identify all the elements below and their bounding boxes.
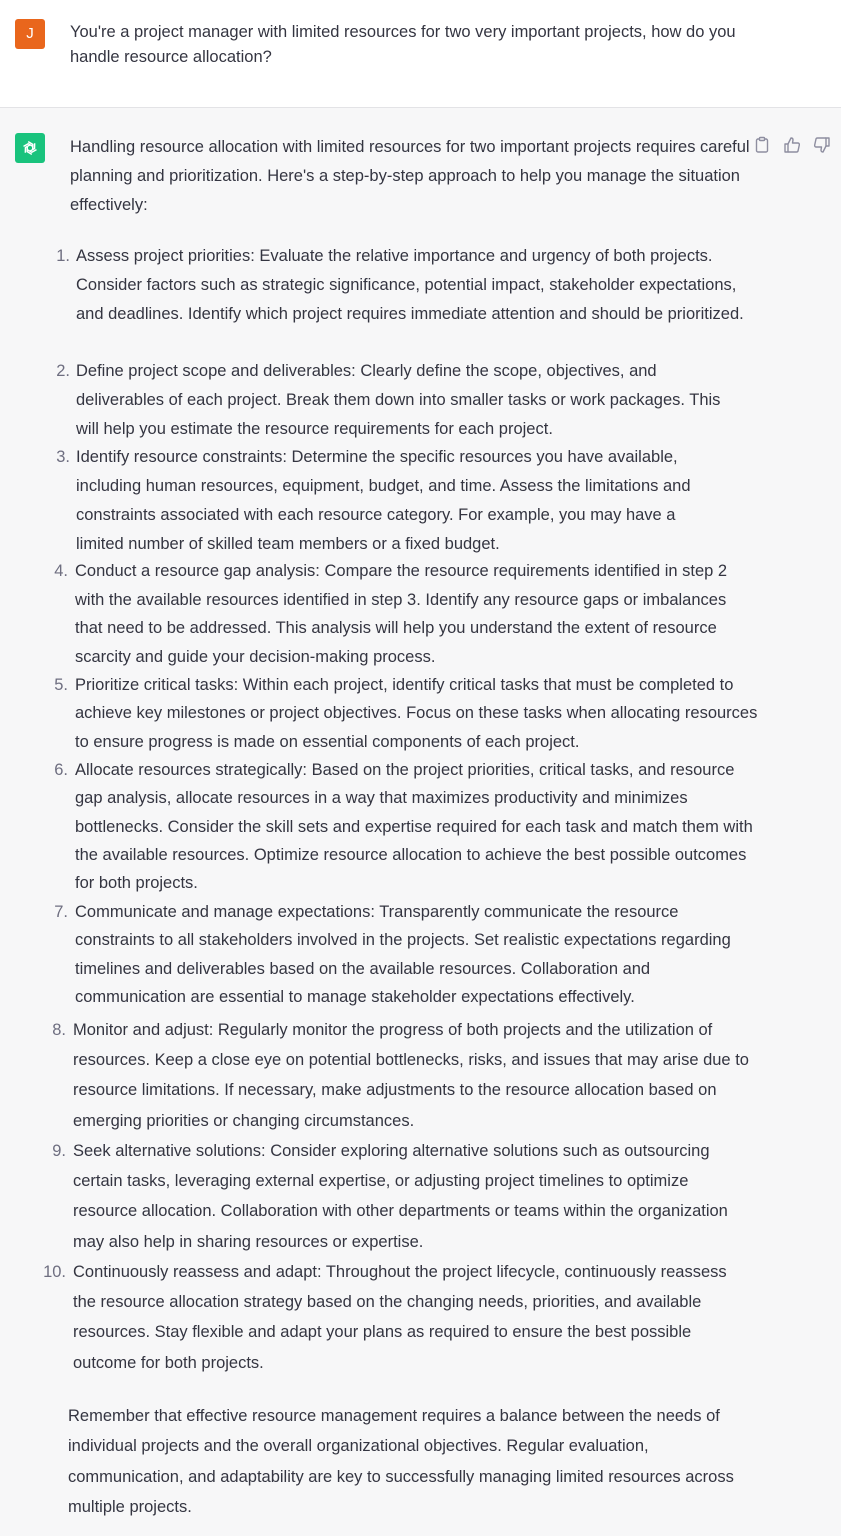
message-actions: [753, 136, 833, 156]
list-item-number: 3.: [56, 448, 70, 466]
list-item-number: 5.: [54, 676, 68, 694]
assistant-intro: Handling resource allocation with limited resources for two important projects requires careful planning and prioritization. Here's a step-by-step approach to help you manage the situation effectively:: [70, 138, 750, 214]
list-item-number: 10.: [43, 1263, 66, 1281]
list-item-text: Seek alternative solutions: Consider exploring alternative solutions such as outsourcing certain tasks, leveraging external expertise, or adjusting project timelines to optimize resource allocation. Collaboration with other departments or teams within the organization may also help in sharing resources or expertise.: [73, 1142, 728, 1251]
user-avatar: J: [15, 19, 45, 49]
thumbs-up-icon[interactable]: [783, 136, 801, 154]
assistant-message-row: [0, 108, 841, 1536]
list-item-number: 7.: [54, 903, 68, 921]
list-item-number: 1.: [56, 247, 70, 265]
list-item-text: Communicate and manage expectations: Transparently communicate the resource constraints to all stakeholders involved in the projects. Set realistic expectations regarding timelines and deliverables based on the available resources. Collaboration and communication are essential to manage stakeholder expectations effectively.: [75, 903, 731, 1006]
openai-logo-icon: [15, 133, 45, 163]
list-item-text: Assess project priorities: Evaluate the relative importance and urgency of both projects. Consider factors such as strategic significance, potential impact, stakeholder expectations, and deadlines. Identify which project requires immediate attention and should be prioritized.: [76, 247, 744, 323]
list-item-number: 4.: [54, 562, 68, 580]
list-item-text: Allocate resources strategically: Based on the project priorities, critical tasks, and resource gap analysis, allocate resources in a way that maximizes productivity and minimizes bottlenecks. Consider the skill sets and expertise required for each task and match them with the available resources. Optimize resource allocation to achieve the best possible outcomes for both projects.: [75, 761, 753, 893]
clipboard-icon[interactable]: [753, 136, 771, 154]
list-item-text: Monitor and adjust: Regularly monitor the progress of both projects and the utilization of resources. Keep a close eye on potential bottlenecks, risks, and issues that may arise due to resource limitations. If necessary, make adjustments to the resource allocation based on emerging priorities or changing circumstances.: [73, 1021, 749, 1130]
list-item-text: Prioritize critical tasks: Within each project, identify critical tasks that must be completed to achieve key milestones or project objectives. Focus on these tasks when allocating resources to ensure progress is made on essential components of each project.: [75, 676, 758, 751]
assistant-outro: Remember that effective resource management requires a balance between the needs of individual projects and the overall organizational objectives. Regular evaluation, communication, and adaptability are key to successfully managing limited resources across multiple projects.: [68, 1407, 734, 1516]
user-message-text: You're a project manager with limited resources for two very important projects, how do you handle resource allocation?: [70, 23, 736, 66]
user-message-row: [0, 0, 841, 108]
list-item-number: 9.: [52, 1142, 66, 1160]
list-item-text: Identify resource constraints: Determine the specific resources you have available, including human resources, equipment, budget, and time. Assess the limitations and constraints associated with each resource category. For example, you may have a limited number of skilled team members or a fixed budget.: [76, 448, 691, 553]
list-item-number: 6.: [54, 761, 68, 779]
list-item-number: 2.: [56, 362, 70, 380]
list-item-text: Define project scope and deliverables: Clearly define the scope, objectives, and deliverables of each project. Break them down into smaller tasks or work packages. This will help you estimate the resource requirements for each project.: [76, 362, 721, 438]
thumbs-down-icon[interactable]: [813, 136, 831, 154]
list-item-text: Continuously reassess and adapt: Throughout the project lifecycle, continuously reassess the resource allocation strategy based on the changing needs, priorities, and available resources. Stay flexible and adapt your plans as required to ensure the best possible outcome for both projects.: [73, 1263, 727, 1372]
list-item-text: Conduct a resource gap analysis: Compare the resource requirements identified in step 2 with the available resources identified in step 3. Identify any resource gaps or imbalances that need to be addressed. This analysis will help you understand the extent of resource scarcity and guide your decision-making process.: [75, 562, 728, 666]
list-item-number: 8.: [52, 1021, 66, 1039]
